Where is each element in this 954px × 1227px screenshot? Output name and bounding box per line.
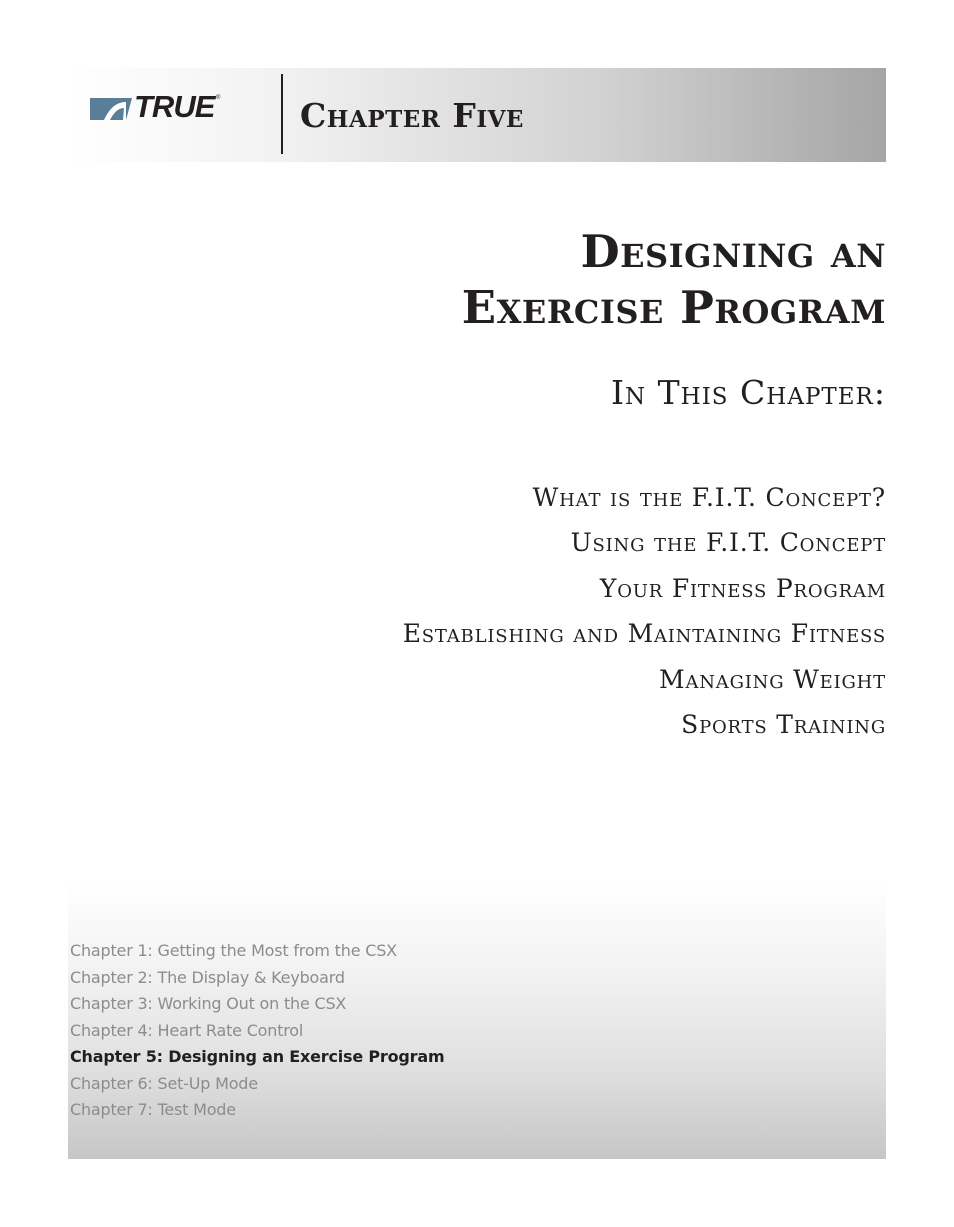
topic-item: Establishing and Maintaining Fitness [402, 619, 886, 649]
toc-item-chapter-2[interactable]: Chapter 2: The Display & Keyboard [70, 967, 345, 987]
topic-item: Managing Weight [659, 664, 886, 694]
toc-item-chapter-3[interactable]: Chapter 3: Working Out on the CSX [70, 994, 347, 1013]
title-line-1: Designing an [580, 225, 886, 278]
in-this-chapter-heading: In This Chapter: [610, 373, 886, 412]
true-arch-icon [90, 96, 132, 120]
toc-item-chapter-7[interactable]: Chapter 7: Test Mode [70, 1100, 236, 1119]
toc-item-chapter-5[interactable]: Chapter 5: Designing an Exercise Program [70, 1047, 445, 1066]
chapter-label: Chapter Five [300, 96, 524, 135]
topic-item: What is the F.I.T. Concept? [532, 483, 886, 512]
title-line-2: Exercise Program [461, 281, 886, 334]
registered-mark: ® [215, 95, 221, 101]
toc-item-chapter-4[interactable]: Chapter 4: Heart Rate Control [70, 1020, 304, 1040]
topic-item: Sports Training [681, 710, 886, 740]
chapter-topics-list [403, 475, 886, 747]
toc-item-chapter-6[interactable]: Chapter 6: Set-Up Mode [70, 1073, 258, 1093]
toc-item-chapter-1[interactable]: Chapter 1: Getting the Most from the CSX [70, 941, 397, 960]
logo-wordmark: TRUE [134, 89, 215, 124]
true-logo [90, 89, 221, 124]
header-divider [281, 74, 283, 154]
topic-item: Your Fitness Program [599, 573, 886, 603]
topic-item: Using the F.I.T. Concept [570, 528, 886, 558]
chapter-navigation [70, 938, 444, 1124]
page-title [462, 224, 886, 336]
